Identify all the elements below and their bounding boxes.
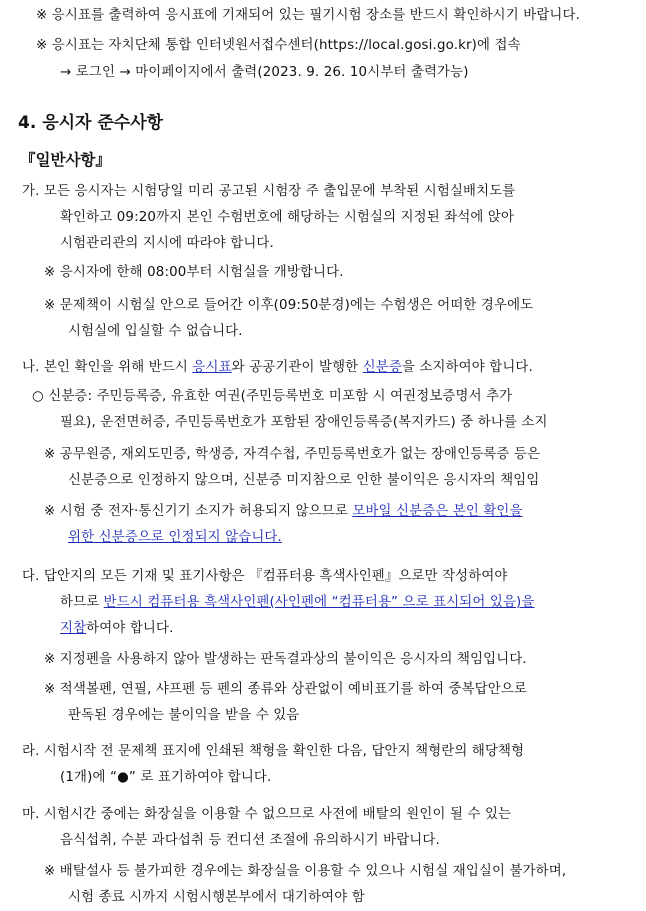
item-da-line2 (60, 593, 535, 613)
id-card-list: ○ 신분증: 주민등록증, 유효한 여권(주민등록번호 미포함 시 여권정보증명서 추가 (32, 389, 513, 404)
item-ma-note-cont: 시험 종료 시까지 시험시행본부에서 대기하여야 함 (68, 890, 365, 905)
item-ga-line1: 모든 응시자는 시험당일 미리 공고된 시험장 주 출입문에 부착된 시험실배치도를 (43, 184, 516, 199)
item-ma-line2: 음식섭취, 수분 과다섭취 등 컨디션 조절에 유의하시기 바랍니다. (60, 833, 440, 848)
item-ga-note1: ※ 응시자에 한해 08:00부터 시험실을 개방합니다. (44, 265, 344, 280)
item-na-marker: 나. (22, 360, 40, 375)
item-ga (22, 182, 515, 202)
item-ra (22, 742, 524, 762)
item-na-note2-cont (68, 528, 282, 548)
item-na (22, 358, 533, 378)
item-da-line3 (60, 619, 174, 639)
section-title: 4. 응시자 준수사항 (18, 113, 164, 133)
item-ra-line2: (1개)에 “●” 로 표기하여야 합니다. (60, 770, 272, 785)
print-admission-ticket-note: ※ 응시표를 출력하여 응시표에 기재되어 있는 필기시험 장소를 반드시 확인하시기 바랍니다. (36, 8, 580, 23)
item-ga-note2-cont: 시험실에 입실할 수 없습니다. (68, 324, 243, 339)
signpen-link[interactable]: 반드시 컴퓨터용 흑색사인펜(사인펜에 “컴퓨터용” 으로 표시되어 있음)을 (103, 595, 535, 610)
item-na-text-c: 을 소지하여야 합니다. (401, 360, 533, 375)
mobile-id-link[interactable]: 모바일 신분증은 본인 확인을 (352, 504, 523, 519)
item-ma (22, 805, 511, 825)
admission-ticket-site-note-cont: → 로그인 → 마이페이지에서 출력(2023. 9. 26. 10시부터 출력가능) (60, 65, 469, 80)
item-da-note2: ※ 적색볼펜, 연필, 샤프펜 등 펜의 종류와 상관없이 예비표기를 하여 중복답안으로 (44, 682, 527, 697)
item-ga-line2: 확인하고 09:20까지 본인 수험번호에 해당하는 시험실의 지정된 좌석에 앉아 (60, 210, 515, 225)
item-da-marker: 다. (22, 569, 40, 584)
item-ma-note: ※ 배탈설사 등 불가피한 경우에는 화장실을 이용할 수 있으나 시험실 재입실이 불가하며, (44, 864, 567, 879)
id-card-link[interactable]: 신분증 (362, 360, 402, 375)
admission-ticket-link[interactable]: 응시표 (192, 360, 232, 375)
item-ga-line3: 시험관리관의 지시에 따라야 합니다. (60, 236, 274, 251)
item-na-text-b: 와 공공기관이 발행한 (231, 360, 363, 375)
item-ga-note2: ※ 문제책이 시험실 안으로 들어간 이후(09:50분경)에는 수험생은 어떠한 경우에도 (44, 298, 534, 313)
item-na-note1-cont: 신분증으로 인정하지 않으며, 신분증 미지참으로 인한 불이익은 응시자의 책임임 (68, 473, 540, 488)
item-ga-marker: 가. (22, 184, 40, 199)
item-da-line3-text: 하여야 합니다. (86, 621, 174, 636)
item-da-line2-text: 하므로 (60, 595, 104, 610)
item-na-note2-text: ※ 시험 중 전자·통신기기 소지가 허용되지 않으므로 (44, 504, 353, 519)
item-da-line1: 답안지의 모든 기재 및 표기사항은 『컴퓨터용 흑색사인펜』으로만 작성하여야 (43, 569, 508, 584)
item-ma-line1: 시험시간 중에는 화장실을 이용할 수 없으므로 사전에 배탈의 원인이 될 수 있는 (43, 807, 512, 822)
item-da-note1: ※ 지정펜을 사용하지 않아 발생하는 판독결과상의 불이익은 응시자의 책임입니다. (44, 652, 527, 667)
item-da (22, 567, 508, 587)
item-na-note2 (44, 502, 523, 522)
item-ra-line1: 시험시작 전 문제책 표지에 인쇄된 책형을 확인한 다음, 답안지 책형란의 해당책형 (43, 744, 525, 759)
item-na-note1: ※ 공무원증, 재외도민증, 학생증, 자격수첩, 주민등록번호가 없는 장애인등록증 등은 (44, 447, 541, 462)
item-ma-marker: 마. (22, 807, 40, 822)
item-da-note2-cont: 판독된 경우에는 불이익을 받을 수 있음 (68, 708, 300, 723)
signpen-link-cont[interactable]: 지참 (60, 621, 87, 636)
item-na-text-a: 본인 확인을 위해 반드시 (43, 360, 193, 375)
id-card-list-cont: 필요), 운전면허증, 주민등록번호가 포함된 장애인등록증(복지카드) 중 하나를 소지 (60, 415, 548, 430)
mobile-id-link-cont[interactable]: 위한 신분증으로 인정되지 않습니다. (68, 530, 282, 545)
item-ra-marker: 라. (22, 744, 40, 759)
section-subtitle: 『일반사항』 (20, 151, 111, 169)
admission-ticket-site-note: ※ 응시표는 자치단체 통합 인터넷원서접수센터(https://local.gosi.go.kr)에 접속 (36, 38, 521, 53)
